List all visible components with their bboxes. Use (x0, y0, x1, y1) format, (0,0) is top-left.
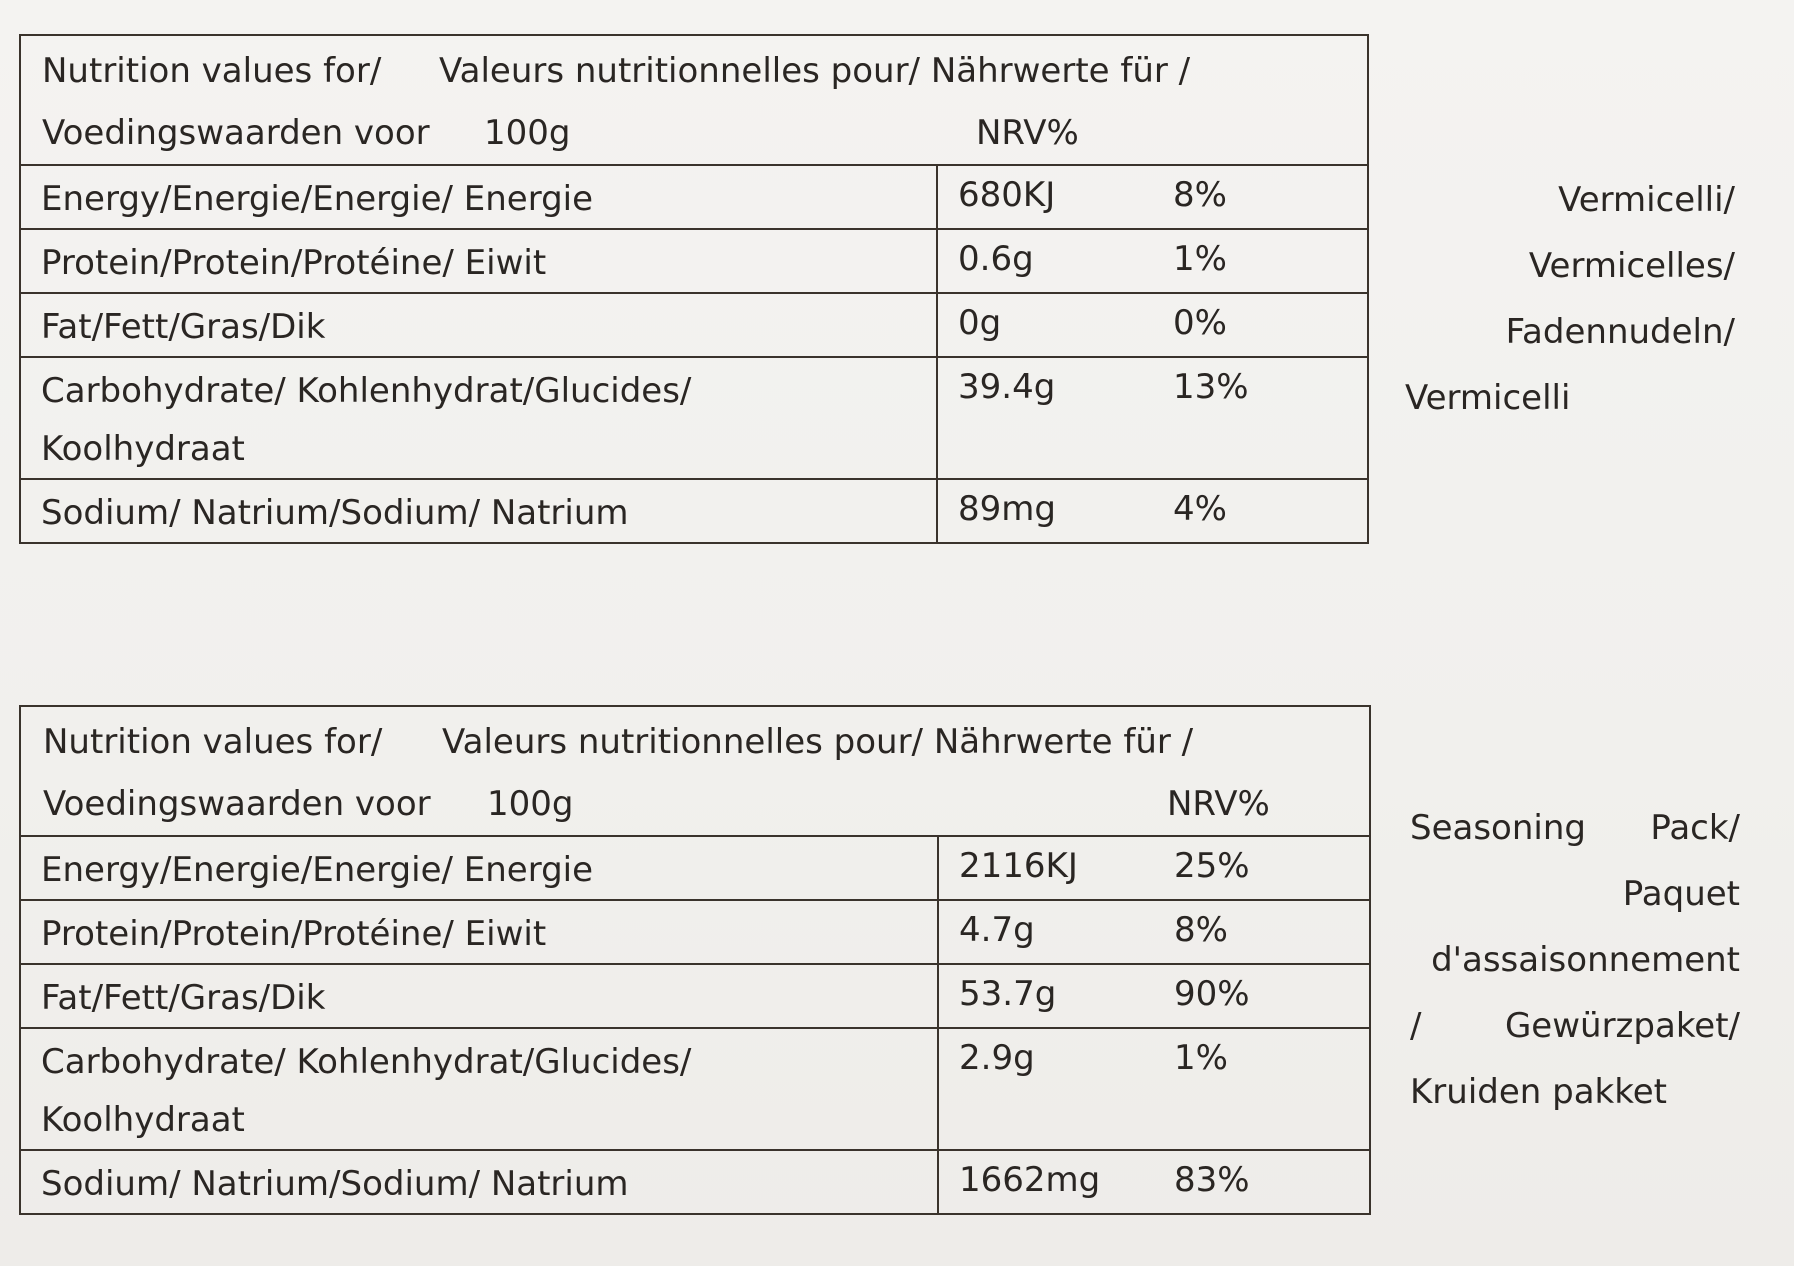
row-label-carbohydrate (41, 357, 936, 478)
row-nrv-protein: 1% (1173, 239, 1227, 279)
row-label-energy: Energy/Energie/Energie/ Energie (41, 179, 594, 219)
row-label-energy: Energy/Energie/Energie/ Energie (41, 850, 594, 890)
row-amount-carbohydrate: 2.9g (959, 1038, 1035, 1078)
table-header (20, 35, 1368, 165)
row-label-carbohydrate-line1: Carbohydrate/ Kohlenhydrat/Glucides/ (41, 371, 692, 411)
row-amount-sodium: 1662mg (959, 1160, 1101, 1200)
row-amount-sodium: 89mg (958, 489, 1056, 529)
row-nrv-sodium: 83% (1174, 1160, 1250, 1200)
row-label-carbohydrate-line1: Carbohydrate/ Kohlenhydrat/Glucides/ (41, 1042, 692, 1082)
row-label-fat: Fat/Fett/Gras/Dik (41, 307, 326, 347)
header-nrv-percent: NRV% (976, 113, 1079, 153)
table-row (20, 1028, 1370, 1150)
table-row (20, 165, 1368, 229)
header-voedingswaarden: Voedingswaarden voor (43, 784, 431, 824)
row-label-sodium: Sodium/ Natrium/Sodium/ Natrium (41, 493, 629, 533)
table-row (20, 836, 1370, 900)
table-row (20, 964, 1370, 1028)
side-label-line: d'assaisonnement (1431, 940, 1740, 980)
side-label-line: Vermicelli (1405, 378, 1571, 418)
header-voedingswaarden: Voedingswaarden voor (42, 113, 430, 153)
row-label-sodium: Sodium/ Natrium/Sodium/ Natrium (41, 1164, 629, 1204)
row-nrv-fat: 0% (1173, 303, 1227, 343)
header-nrv-percent: NRV% (1167, 784, 1270, 824)
side-label-vermicelli (1400, 180, 1735, 420)
row-amount-carbohydrate: 39.4g (958, 367, 1056, 407)
table-row (20, 1150, 1370, 1214)
row-nrv-energy: 25% (1174, 846, 1250, 886)
row-nrv-carbohydrate: 13% (1173, 367, 1249, 407)
table-row (20, 900, 1370, 964)
header-nutrition-values-for: Nutrition values for/ (43, 722, 383, 762)
side-label-line: Kruiden pakket (1410, 1072, 1667, 1112)
side-label-line: Vermicelli/ (1558, 180, 1735, 220)
table-row (20, 479, 1368, 543)
row-amount-protein: 0.6g (958, 239, 1034, 279)
row-amount-energy: 2116KJ (959, 846, 1078, 886)
row-label-protein: Protein/Protein/Protéine/ Eiwit (41, 243, 547, 283)
row-nrv-carbohydrate: 1% (1174, 1038, 1228, 1078)
side-label-line: Vermicelles/ (1528, 246, 1735, 286)
row-nrv-energy: 8% (1173, 175, 1227, 215)
header-multilingual-values: Valeurs nutritionnelles pour/ Nährwerte für / (442, 722, 1194, 762)
side-label-line: / (1410, 1006, 1422, 1046)
header-nutrition-values-for: Nutrition values for/ (42, 51, 382, 91)
header-per-100g: 100g (484, 113, 571, 153)
table-row (20, 229, 1368, 293)
side-label-line: Fadennudeln/ (1505, 312, 1735, 352)
row-label-carbohydrate-line2: Koolhydraat (41, 1100, 245, 1140)
table-row (20, 357, 1368, 479)
row-nrv-protein: 8% (1174, 910, 1228, 950)
side-label-line: Seasoning (1410, 808, 1586, 848)
row-nrv-sodium: 4% (1173, 489, 1227, 529)
table-header (20, 706, 1370, 836)
row-label-carbohydrate-line2: Koolhydraat (41, 429, 245, 469)
side-label-line: Gewürzpaket/ (1504, 1006, 1740, 1046)
row-amount-energy: 680KJ (958, 175, 1056, 215)
side-label-seasoning-pack (1405, 808, 1740, 1118)
row-amount-fat: 53.7g (959, 974, 1057, 1014)
nutrition-table-seasoning-pack (19, 705, 1371, 1215)
side-label-line: Paquet (1622, 874, 1740, 914)
side-label-line: Pack/ (1650, 808, 1740, 848)
row-nrv-fat: 90% (1174, 974, 1250, 1014)
table-row (20, 293, 1368, 357)
header-per-100g: 100g (487, 784, 574, 824)
header-multilingual-values: Valeurs nutritionnelles pour/ Nährwerte für / (439, 51, 1191, 91)
nutrition-table-vermicelli (19, 34, 1369, 544)
row-amount-protein: 4.7g (959, 910, 1035, 950)
row-amount-fat: 0g (958, 303, 1002, 343)
row-label-fat: Fat/Fett/Gras/Dik (41, 978, 326, 1018)
row-label-carbohydrate (41, 1028, 937, 1149)
row-label-protein: Protein/Protein/Protéine/ Eiwit (41, 914, 547, 954)
